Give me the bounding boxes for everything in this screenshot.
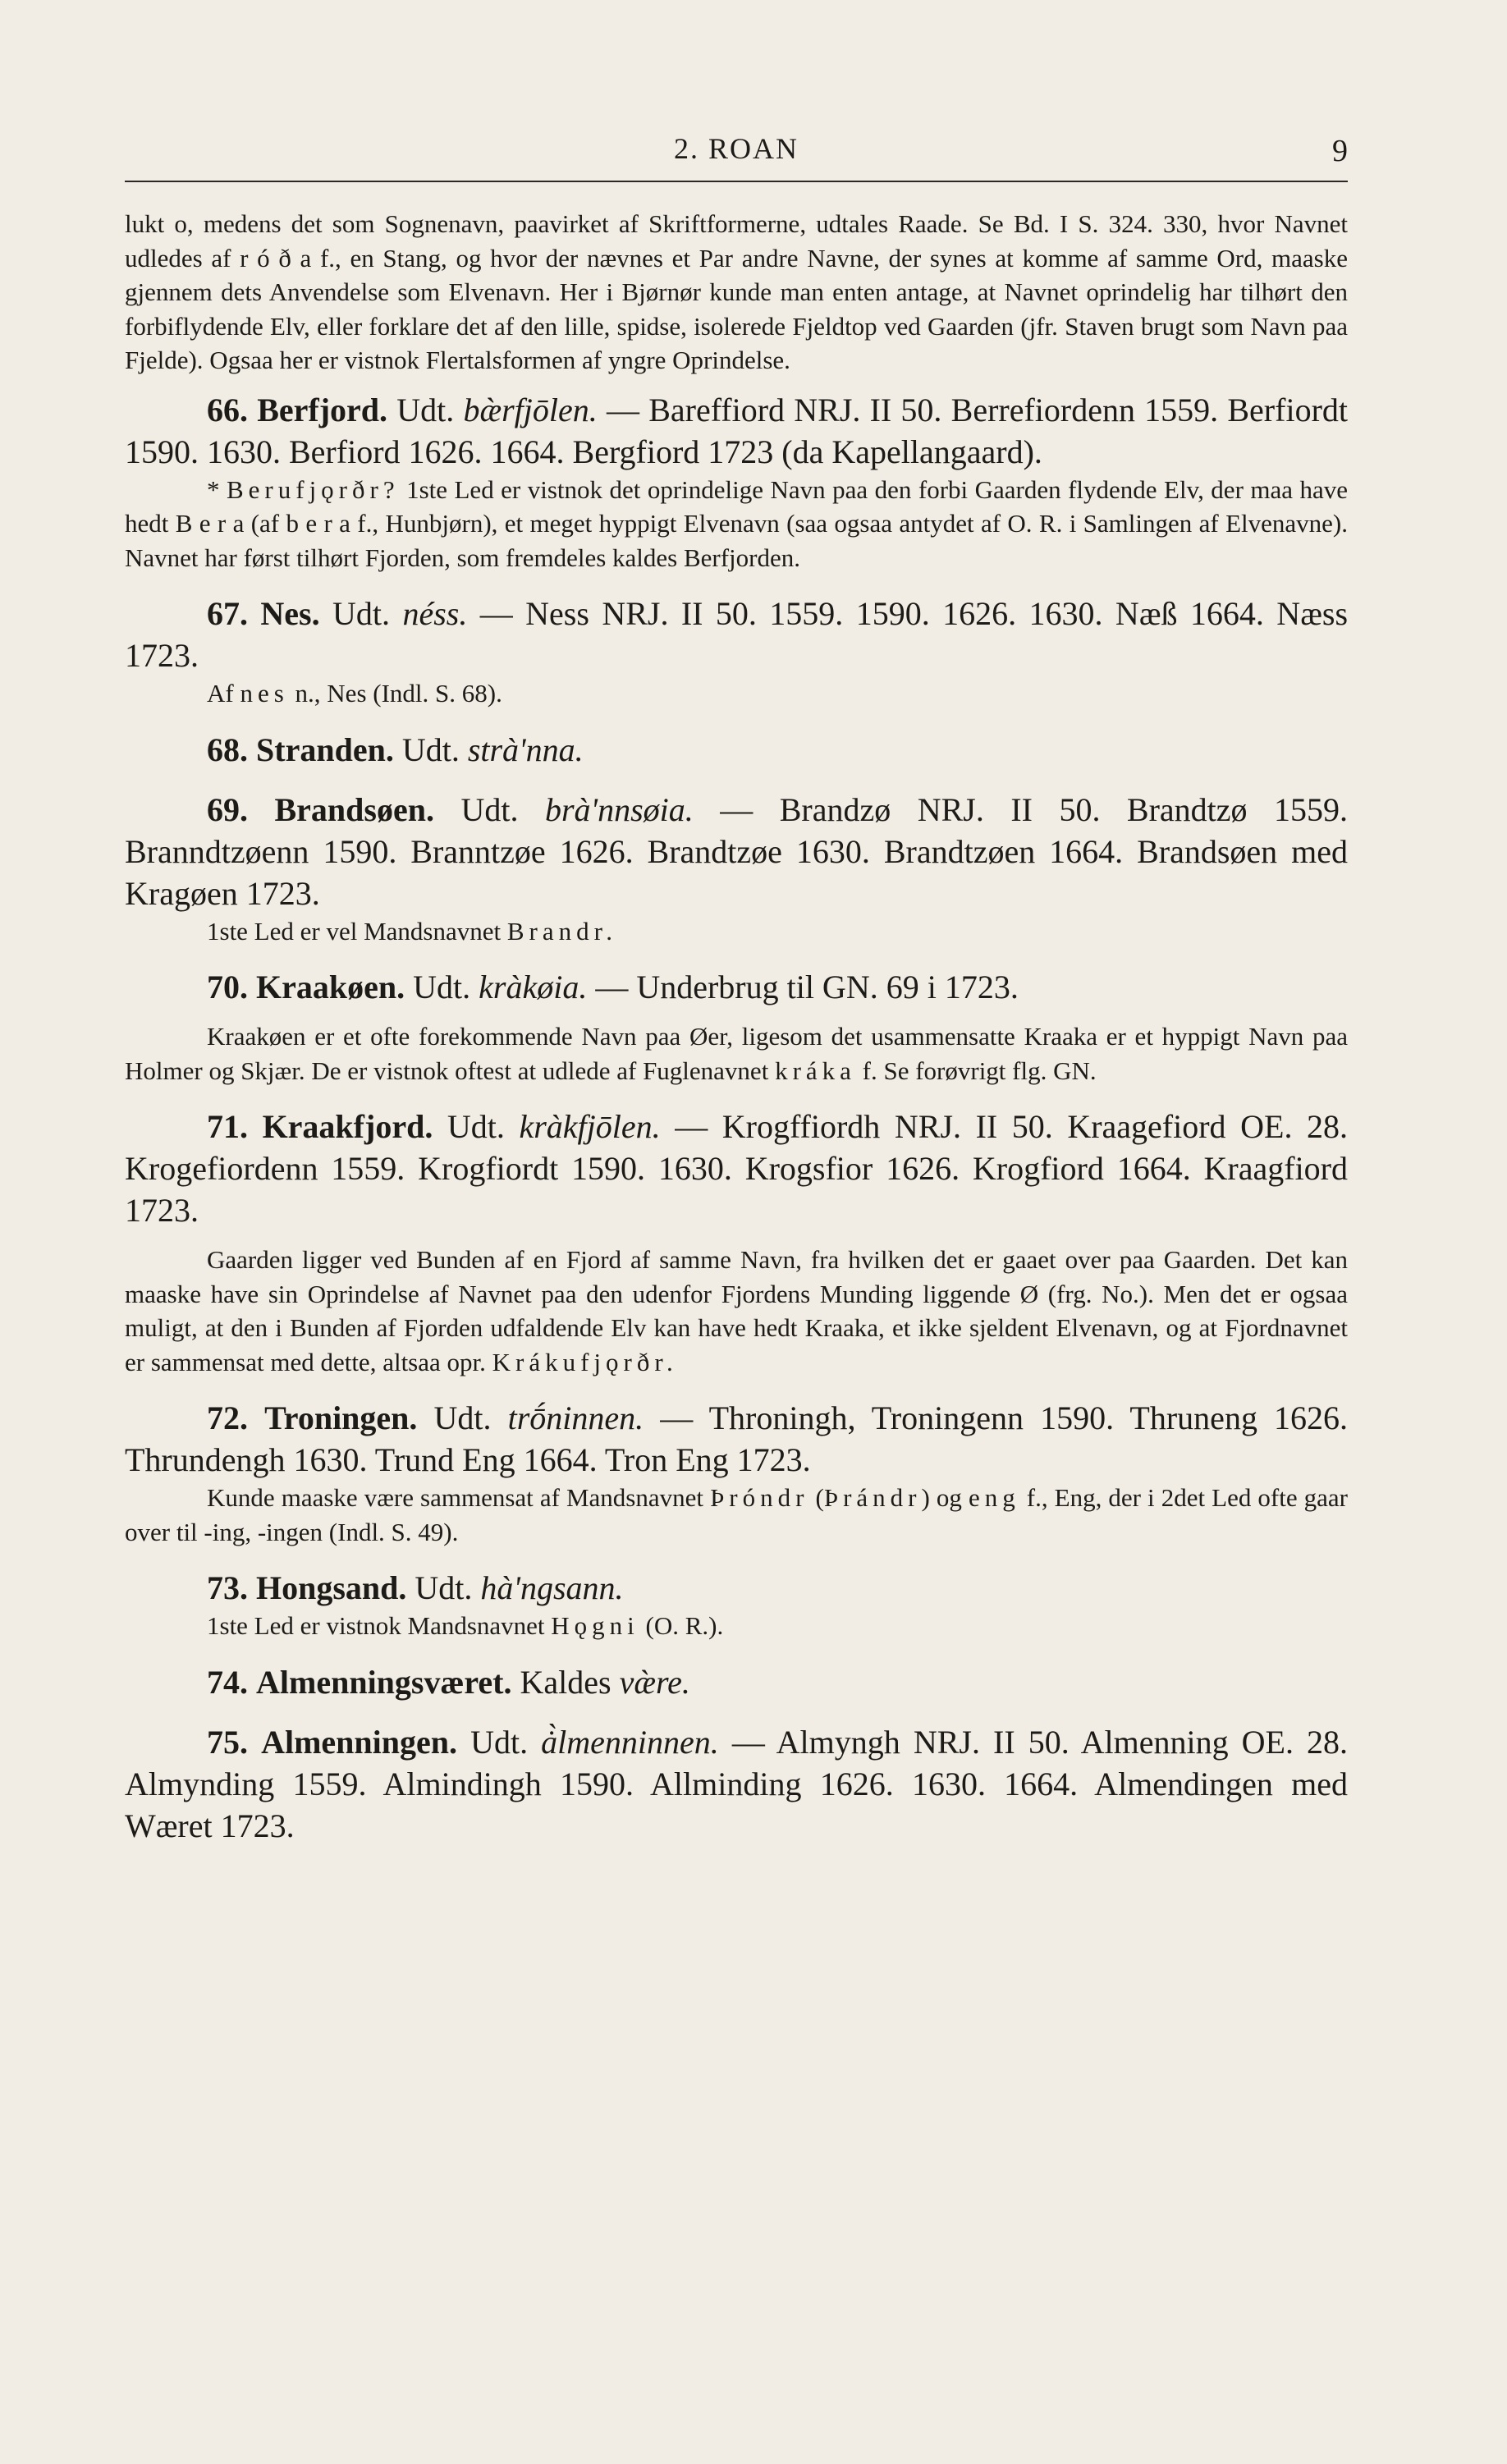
entry-name: Kraakfjord. [262, 1108, 433, 1145]
note-text: (O. R.). [645, 1611, 724, 1640]
entry-72-note [125, 1481, 1348, 1549]
entry-forms: — Underbrug til GN. 69 i 1723. [595, 969, 1019, 1005]
entry-name: Troningen. [264, 1399, 418, 1436]
note-spaced: nes [240, 679, 289, 708]
entry-75 [125, 1721, 1348, 1847]
udt-label: Udt. [447, 1108, 505, 1145]
entry-forms: — Bareffiord NRJ. II 50. Berrefiordenn 1559. Berfiordt 1590. 1630. Berfiord 1626. 1664. Bergfiord 1723 (da Kapellangaard). [125, 391, 1348, 470]
entry-number: 70. [207, 969, 248, 1005]
note-text: Kraakøen er et ofte forekommende Navn paa Øer, ligesom det usammensatte Kraaka er et hyppigt Navn paa Holmer og Skjær. De er vistnok oftest at udlede af Fuglenavnet [125, 1022, 1348, 1085]
entry-forms: — Krogffiordh NRJ. II 50. Kraagefiord OE. 28. Krogefiordenn 1559. Krogfiordt 1590. 1630. Krogsfior 1626. Krogfiord 1664. Kraagfiord 1723. [125, 1108, 1348, 1229]
entry-73-note [125, 1609, 1348, 1643]
entry-70-note [125, 1019, 1348, 1088]
entry-name: Kraakøen. [256, 969, 405, 1005]
entry-forms: — Ness NRJ. II 50. 1559. 1590. 1626. 1630. Næß 1664. Næss 1723. [125, 595, 1349, 674]
pronunciation: strà'nna. [467, 730, 584, 768]
entry-66 [125, 389, 1348, 473]
note-star: * [207, 474, 220, 504]
note-spaced: Berufjǫrðr? [226, 474, 400, 504]
entry-69-note [125, 914, 1348, 949]
udt-label: Udt. [413, 969, 471, 1005]
udt-label: Udt. [460, 790, 519, 828]
note-text: Gaarden ligger ved Bunden af en Fjord af samme Navn, fra hvilken det er gaaet over paa Gaarden. Det kan maaske have sin Oprindelse af Navnet paa den udenfor Fjordens Munding liggende Ø (frg. No.). Men det er ogsaa muligt, at den i Bunden af Fjorden udfaldende Elv kan have hedt Kraaka, et ikke sjeldent Elvenavn, og at Fjordnavnet er sammensat med dette, altsaa opr. [125, 1245, 1348, 1376]
udt-label: Udt. [415, 1569, 473, 1606]
entry-number: 67. [207, 595, 248, 632]
note-spaced: Brandr. [506, 916, 617, 946]
pronunciation: néss. [402, 595, 468, 632]
entry-name: Brandsøen. [274, 790, 434, 828]
note-spaced: eng [968, 1483, 1020, 1512]
entry-forms: — Almyngh NRJ. II 50. Almenning OE. 28. Almynding 1559. Almindingh 1590. Allminding 1626. 1630. 1664. Almendingen med Wæret 1723. [125, 1723, 1349, 1844]
entry-70 [125, 966, 1348, 1008]
note-text: f. Se forøvrigt flg. GN. [862, 1056, 1097, 1085]
page [125, 123, 1348, 1847]
entry-74 [125, 1661, 1348, 1703]
pronunciation: væ̀re. [619, 1663, 690, 1701]
page-content [125, 207, 1348, 1847]
pronunciation: hà'ngsann. [480, 1569, 624, 1606]
udt-label: Udt. [401, 730, 460, 768]
entry-number: 71. [207, 1108, 248, 1145]
entry-66-note [125, 473, 1348, 575]
entry-72 [125, 1397, 1348, 1481]
pronunciation: bæ̀rfjōlen. [463, 391, 598, 428]
entry-number: 74. [207, 1663, 248, 1701]
note-text: Kunde maaske være sammensat af Mandsnavnet [207, 1483, 703, 1512]
pronunciation: kràkøia. [479, 969, 588, 1005]
udt-label: Udt. [332, 595, 391, 632]
note-text: 1ste Led er vel Mandsnavnet [207, 916, 502, 946]
udt-label: Udt. [396, 391, 455, 428]
entry-number: 66. [207, 391, 248, 428]
entry-name: Almenningen. [261, 1723, 457, 1761]
entry-number: 68. [207, 730, 248, 768]
udt-label: Udt. [433, 1399, 492, 1436]
pronunciation: ȧ̀lmenninnen. [541, 1723, 719, 1761]
entry-forms: — Throningh, Troningenn 1590. Thruneng 1626. Thrundengh 1630. Trund Eng 1664. Tron Eng 1723. [125, 1399, 1349, 1478]
udt-label: Udt. [470, 1723, 529, 1761]
note-text: ) og [921, 1483, 962, 1512]
note-spaced: Hǫgni [551, 1611, 639, 1640]
intro-paragraph: lukt o, medens det som Sognenavn, paavirket af Skriftformerne, udtales Raade. Se Bd. I S. 324. 330, hvor Navnet udledes af r ó ð a f., en Stang, og hvor der nævnes et Par andre Navne, der synes at komme af samme Ord, maaske gjennem dets Anvendelse som Elvenavn. Her i Bjørnør kunde man enten antage, at Navnet oprindelig har tilhørt den forbiflydende Elv, eller forklare det af den lille, spidse, isolerede Fjeldtop ved Gaarden (jfr. Staven brugt som Navn paa Fjelde). Ogsaa her er vistnok Flertalsformen af yngre Oprindelse. [125, 209, 1348, 374]
pronunciation: brà'nnsøia. [544, 790, 694, 828]
entry-name: Hongsand. [256, 1569, 407, 1606]
running-title: 2. ROAN [673, 132, 799, 165]
entry-71 [125, 1106, 1348, 1231]
pronunciation: trṓninnen. [507, 1399, 644, 1436]
page-number: 9 [1332, 134, 1348, 168]
note-text: n., Nes (Indl. S. 68). [295, 679, 502, 708]
entry-68 [125, 729, 1348, 771]
note-text: 1ste Led er vistnok det oprindelige Navn paa den forbi Gaarden flydende Elv, der maa have hedt B e r a (af b e r a f., Hunbjørn), et meget hyppigt Elvenavn (saa ogsaa antydet af O. R. i Samlingen af Elvenavne). Navnet har først tilhørt Fjorden, som fremdeles kaldes Berfjorden. [125, 474, 1349, 572]
entry-69 [125, 789, 1348, 914]
entry-forms: — Brandzø NRJ. II 50. Brandtzø 1559. Branndtzøenn 1590. Branntzøe 1626. Brandtzøe 1630. Brandtzøen 1664. Brandsøen med Kragøen 1723. [125, 790, 1349, 912]
entry-name: Stranden. [256, 730, 394, 768]
note-text: Af [207, 679, 234, 708]
entry-forms: Kaldes [520, 1663, 612, 1701]
entry-name: Almenningsværet. [256, 1663, 512, 1701]
note-text: ( [815, 1483, 824, 1512]
entry-67-note [125, 676, 1348, 711]
entry-67 [125, 593, 1348, 676]
note-spaced: Þróndr [710, 1483, 809, 1512]
entry-71-note [125, 1243, 1348, 1379]
entry-name: Berfjord. [257, 391, 388, 428]
note-spaced: Krákufjǫrðr. [492, 1347, 678, 1376]
entry-number: 72. [207, 1399, 248, 1436]
note-text: f., Eng, der i 2det Led ofte gaar over til -ing, -ingen (Indl. S. 49). [125, 1483, 1349, 1546]
pronunciation: kràkfjōlen. [519, 1108, 661, 1145]
entry-number: 69. [207, 790, 248, 828]
page-header [125, 123, 1348, 182]
entry-number: 75. [207, 1723, 248, 1761]
entry-number: 73. [207, 1569, 248, 1606]
entry-73 [125, 1567, 1348, 1609]
entry-name: Nes. [260, 595, 320, 632]
note-text: 1ste Led er vistnok Mandsnavnet [207, 1611, 545, 1640]
note-spaced: Þrándr [823, 1483, 922, 1512]
note-spaced: kráka [775, 1056, 856, 1085]
